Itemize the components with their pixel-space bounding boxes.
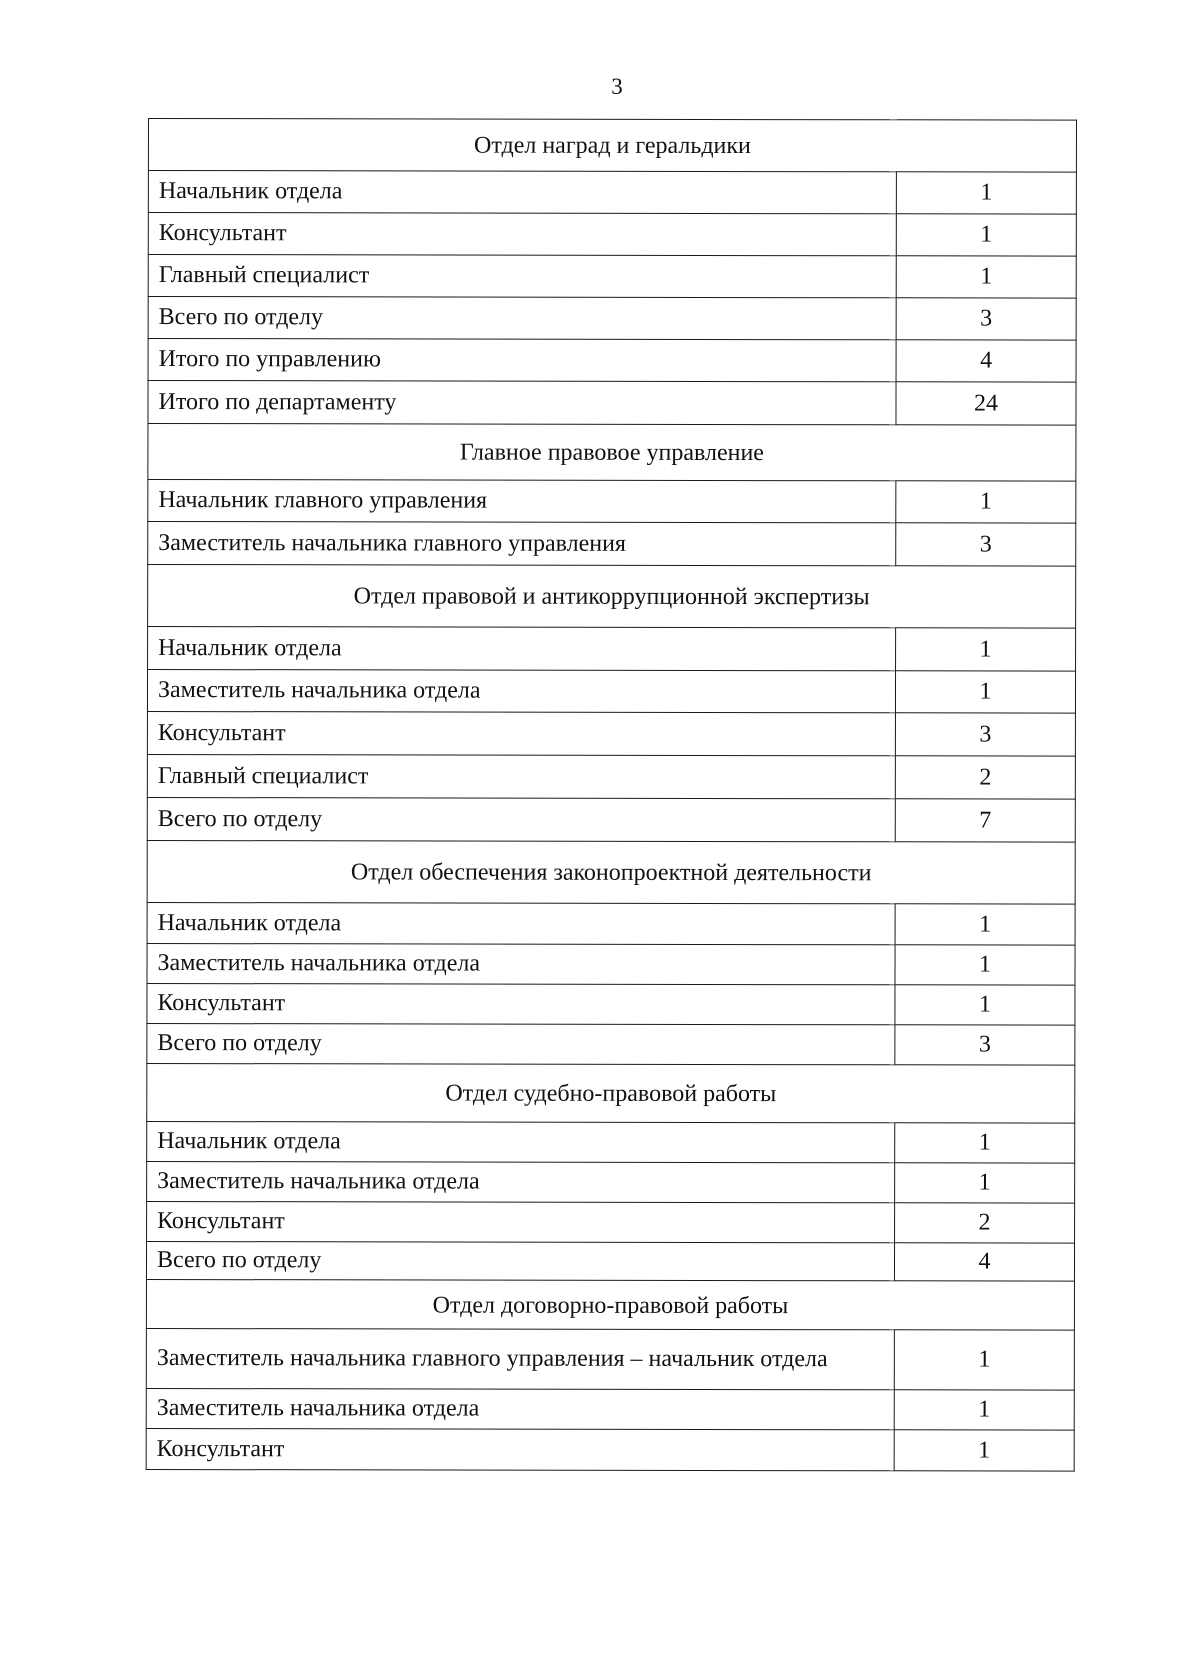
position-name: Заместитель начальника отдела [146,1388,894,1429]
table-row [146,1328,1074,1390]
position-name: Консультант [147,711,895,755]
position-name: Итого по департаменту [148,381,896,425]
section-heading-row [148,119,1076,173]
position-count: 3 [896,298,1076,340]
position-count: 4 [896,340,1076,382]
table-row [148,381,1076,426]
position-name: Итого по управлению [148,339,896,382]
table-row [148,480,1076,524]
table-row [146,1388,1074,1430]
table-row [147,754,1075,799]
section-title: Отдел обеспечения законопроектной деятельности [147,840,1075,904]
section-title: Отдел судебно-правовой работы [147,1063,1075,1123]
position-count: 1 [894,1330,1074,1390]
position-count: 1 [894,1430,1074,1471]
section-title: Главное правовое управление [148,424,1076,482]
staffing-table-body [146,119,1076,1472]
section-title: Отдел договорно-правовой работы [146,1279,1074,1330]
table-row [146,1241,1074,1281]
table-row [147,797,1075,842]
table-row [147,711,1075,756]
position-count: 24 [896,382,1076,425]
position-name: Начальник отдела [148,171,896,214]
position-count: 1 [895,904,1075,945]
section-heading-row [146,1279,1074,1330]
table-row [148,339,1076,383]
position-count: 1 [896,481,1076,523]
position-name: Консультант [147,1201,895,1242]
table-row [148,522,1076,567]
section-heading-row [147,1063,1075,1123]
section-heading-row [148,565,1076,629]
position-count: 3 [896,523,1076,566]
position-count: 2 [895,756,1075,799]
position-count: 1 [895,1123,1075,1163]
table-row [148,213,1076,257]
position-name: Консультант [148,213,896,256]
table-row [147,1023,1075,1065]
position-count: 1 [896,172,1076,214]
section-title: Отдел наград и геральдики [148,119,1076,173]
position-name: Всего по отделу [146,1241,894,1280]
position-name: Заместитель начальника главного управления – начальник отдела [146,1328,894,1389]
section-heading-row [147,840,1075,904]
position-count: 1 [895,1163,1075,1203]
table-row [148,171,1076,215]
position-name: Начальник главного управления [148,480,896,523]
position-count: 1 [894,1390,1074,1430]
position-count: 3 [895,713,1075,756]
position-name: Главный специалист [148,255,896,298]
position-name: Всего по отделу [147,797,895,841]
section-title: Отдел правовой и антикоррупционной экспертизы [148,565,1076,629]
position-count: 2 [895,1203,1075,1243]
position-name: Всего по отделу [148,297,896,340]
position-name: Заместитель начальника отдела [147,1161,895,1202]
table-row [147,1121,1075,1163]
position-count: 1 [895,985,1075,1025]
position-count: 1 [896,256,1076,298]
table-row [148,297,1076,341]
table-row [147,943,1075,985]
table-row [147,670,1075,714]
position-count: 1 [896,214,1076,256]
position-count: 1 [896,628,1076,671]
position-name: Консультант [146,1428,894,1470]
table-row [148,627,1076,672]
position-name: Заместитель начальника отдела [147,670,895,713]
staffing-table [146,118,1077,1472]
table-row [147,1201,1075,1243]
position-name: Начальник отдела [147,902,895,944]
position-count: 1 [895,671,1075,713]
position-name: Заместитель начальника главного управления [148,522,896,566]
table-row [147,983,1075,1025]
position-count: 7 [895,799,1075,842]
position-count: 4 [894,1243,1074,1281]
position-name: Начальник отдела [148,627,896,671]
position-name: Заместитель начальника отдела [147,943,895,984]
table-row [147,1161,1075,1203]
page-number: 3 [611,74,623,99]
position-count: 3 [895,1025,1075,1065]
table-row [148,255,1076,299]
section-heading-row [148,424,1076,482]
position-name: Начальник отдела [147,1121,895,1162]
table-row [146,1428,1074,1471]
position-name: Всего по отделу [147,1023,895,1064]
position-name: Главный специалист [147,754,895,798]
position-count: 1 [895,945,1075,985]
table-row [147,902,1075,945]
position-name: Консультант [147,983,895,1024]
